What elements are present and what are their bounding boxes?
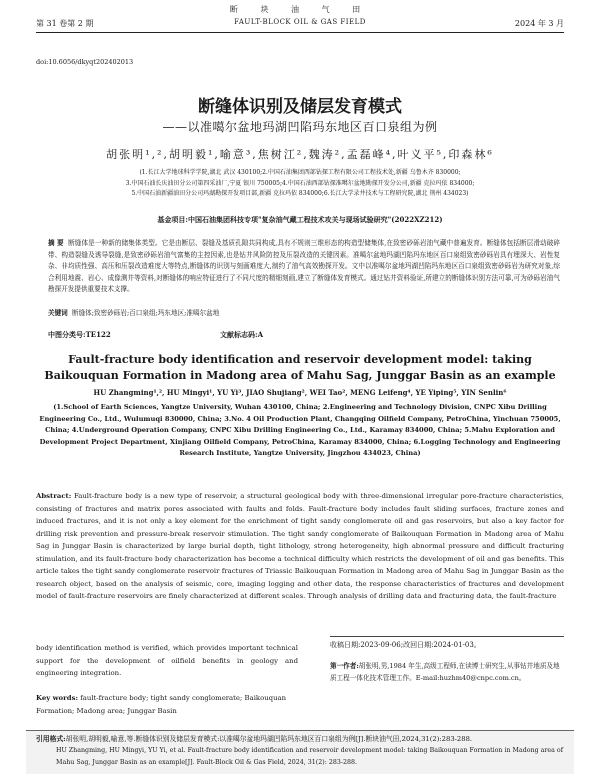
issue-date: 2024 年 3 月 [514, 19, 564, 28]
affiliation-line: 5.中国石油新疆油田分公司玛湖勘探开发项目部,新疆 克拉玛依 834000;6.长江大学录井技术与工程研究院,湖北 荆州 434023) [131, 190, 469, 197]
keywords-en [36, 692, 298, 717]
first-author-note [330, 660, 564, 684]
journal-title-cn: 断 块 油 气 田 [229, 5, 371, 14]
citation-label: 引用格式: [36, 735, 66, 743]
first-author-text: 胡张明,男,1984 年生,高级工程师,在读博士研究生,从事钻井地质及地质工程一体化技术管理工作。E-mail:huzhm40@cnpc.com.cn。 [330, 662, 560, 682]
keywords-en-label: Key words: [36, 694, 79, 702]
page-subtitle: ——以准噶尔盆地玛湖凹陷玛东地区百口泉组为例 [162, 120, 438, 134]
page-title: 断缝体识别及储层发育模式 [198, 97, 402, 117]
keywords-en-text: fault-fracture body; tight sandy conglomerate; Baikouquan Formation; Madong area; Junggar Basin [36, 694, 287, 715]
affiliation-line: (1.长江大学地球科学学院,湖北 武汉 430100;2.中国石油集团西部钻探工程有限公司工程技术处,新疆 乌鲁木齐 830000; [139, 169, 461, 176]
volume-issue: 第 31 卷第 2 期 [36, 19, 94, 28]
footnote-rule [330, 636, 564, 637]
keywords-cn [48, 307, 560, 317]
abstract-cn-label: 摘 要 [48, 239, 64, 247]
clc-number: 中图分类号:TE122 [48, 330, 111, 339]
header-rule [36, 32, 564, 33]
keywords-cn-text: 断缝体;致密砂砾岩;百口泉组;玛东地区;准噶尔盆地 [71, 309, 220, 317]
affiliations-en: (1.School of Earth Sciences, Yangtze University, Wuhan 430100, China; 2.Engineering and Technology Division, CNPC Xibu Drilling Engineering Co., Ltd., Wulumuqi 830000, China; 3.No. 4 Oil Production Plant, Changqing Oilfield Company, PetroChina, Yinchuan 750005, China; 4.Underground Operation Company, CNPC Xibu Drilling Engineering Co., Ltd., Karamay 834000, China; 5.Mahu Exploration and Development Project Department, Xinjiang Oilfield Company, PetroChina, Karamay 834000, China; 6.Logging Technology and Engineering Research Institute, Yangtze University, Jingzhou 434023, China) [39, 403, 561, 457]
abstract-cn [48, 238, 560, 296]
document-code: 文献标志码:A [220, 330, 264, 339]
authors-cn: 胡张明¹,²,胡明毅¹,喻意³,焦树江²,魏涛²,孟磊峰⁴,叶义平⁵,印森林⁶ [106, 148, 494, 161]
abstract-en-tail: body identification method is verified, which provides important technical support for the development of oilfield benefits in geology and engineering integration. [36, 644, 298, 677]
affiliation-line: 3.中国石油长庆油田分公司第四采油厂,宁夏 银川 750005;4.中国石油西部钻探准噶尔盆地勘探开发分公司,新疆 克拉玛依 834000; [125, 179, 475, 187]
journal-title-en: FAULT-BLOCK OIL & GAS FIELD [234, 18, 366, 26]
funding-cn: 基金项目:中国石油集团科技专项"复杂油气藏工程技术攻关与现场试验研究"(2022XZ212) [157, 215, 443, 224]
first-author-label: 第一作者: [330, 662, 359, 670]
citation-en: HU Zhangming, HU Mingyi, YU Yi, et al. Fault-fracture body identification and reservoir development model: taking Baikouquan Formation in Madong area of Mahu Sag, Junggar Basin as an example[J]. Fault-Block Oil & Gas Field, 2024, 31(2): 283-288. [56, 747, 564, 766]
title-en: Fault-fracture body identification and reservoir development model: taking Baikouquan Formation in Madong area of Mahu Sag, Junggar Basin as an example [44, 353, 556, 382]
abstract-en [36, 490, 564, 603]
authors-en: HU Zhangming¹,², HU Mingyi¹, YU Yi³, JIAO Shujiang², WEI Tao², MENG Leifeng⁴, YE Yiping⁵, YIN Senlin⁶ [93, 388, 507, 397]
abstract-en-label: Abstract: [36, 492, 72, 500]
citation-cn [36, 733, 564, 745]
keywords-cn-label: 关键词 [48, 309, 68, 317]
abstract-cn-text: 断缝体是一种新的储集体类型。它是由断层、裂缝及基质孔隙共同构成,具有不规则三维形态的构造型储集体,在致密砂砾岩油气藏中普遍发育。断缝体包括断层滑动破碎带、构造裂缝及诱导裂缝,是致密砂砾岩油气富集的主控因素,也是钻井风险防控及压裂改造的关键因素。准噶尔盆地玛湖凹陷玛东地区百口泉组致密砂砾岩具有埋深大、岩性复杂、非均质性强、高压和压裂改造难度大等特点,断缝体的识别与刻画难度大,制约了油气高效勘探开发。文中以准噶尔盆地玛湖凹陷玛东地区百口泉组致密砂砾岩为研究对象,综合利用地震、岩心、成像测井等资料,对断缝体的响应特征进行了不同尺度的精细刻画,建立了断缝体发育模式。通过钻井资料验证,所建立的断缝体识别方法可靠,可为砂砾岩油气勘探开发提供重要技术支撑。 [48, 239, 560, 293]
doi[interactable]: doi:10.6056/dkyqt202402013 [36, 58, 134, 66]
received-date: 收稿日期:2023-09-06;改回日期:2024-01-03。 [330, 641, 481, 649]
abstract-en-text: Fault-fracture body is a new type of reservoir, a structural geological body with three-dimensional irregular pore-fracture characteristics, consisting of fractures and matrix pores associated with faults and folds. Fault-fracture body includes fault sliding surfaces, fracture zones and induced fractures, and it is not only a key element for the enrichment of tight sandy conglomerate oil and gas reservoirs, but also a key factor for drilling risk prevention and pressure-break reservoir stimulation. The tight sandy conglomerate of Baikouquan Formation in Madong area of Mahu Sag in Junggar Basin is characterized by large burial depth, tight lithology, strong heterogeneity, high abnormal pressure and difficult fracturing stimulation, and its fault-fracture body characterization has become a technical difficulty which restricts the development of oil and gas benefits. This article takes the tight sandy conglomerate reservoir fractures of Triassic Baikouquan Formation in Madong area of Mahu Sag in Junggar Basin as the research object, based on the analysis of seismic, core, imaging logging and other data, the response characteristics of fractures and development model of fault-fracture reservoirs are finely characterized at different scales. Through analysis of drilling data and fracturing data, the fault-fracture [36, 492, 564, 600]
citation-cn-text: 胡张明,胡明毅,喻意,等.断缝体识别及储层发育模式:以准噶尔盆地玛湖凹陷玛东地区百口泉组为例[J].断块油气田,2024,31(2):283-288. [65, 735, 473, 743]
affiliations-cn [40, 168, 560, 200]
